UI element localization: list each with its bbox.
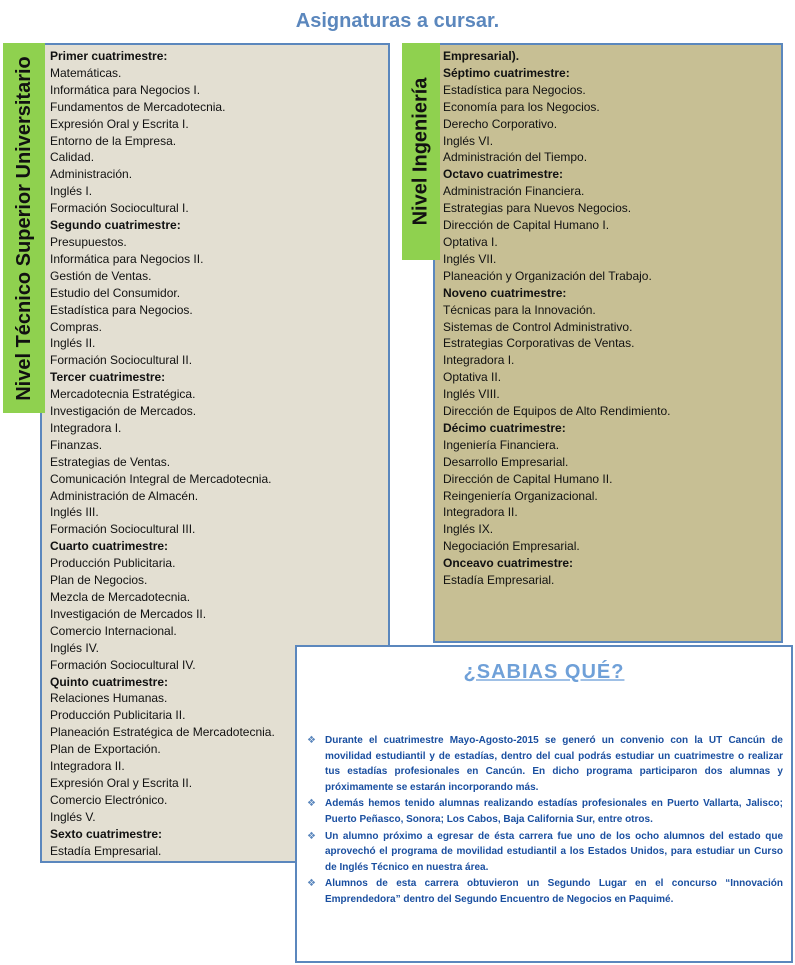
subject-item: Informática para Negocios I. [50,82,201,97]
subject-item: Inglés VIII. [443,387,500,402]
semester-heading: Séptimo cuatrimestre: [443,65,570,80]
subject-item: Comunicación Integral de Mercadotecnia. [50,471,272,486]
subject-item: Investigación de Mercados II. [50,606,207,621]
semester-heading: Onceavo cuatrimestre: [443,556,574,571]
semester-heading: Cuarto cuatrimestre: [50,539,169,554]
subject-item: Compras. [50,319,103,334]
subject-item: Integradora I. [50,420,122,435]
subject-item: Informática para Negocios II. [50,251,204,266]
tsu-level-text: Nivel Técnico Superior Universitario [12,55,35,401]
subject-item: Estrategias para Nuevos Negocios. [443,201,632,216]
info-bullet [307,796,783,827]
sabias-que-title: ¿SABIAS QUÉ? [463,661,625,683]
semester-heading: Primer cuatrimestre: [50,49,168,63]
subject-item: Estadía Empresarial. [443,573,555,588]
semester-heading: Sexto cuatrimestre: [50,826,163,841]
subject-item: Negociación Empresarial. [443,539,580,554]
subject-item: Estadística para Negocios. [50,302,193,317]
subject-item: Mezcla de Mercadotecnia. [50,590,191,604]
subject-item: Reingeniería Organizacional. [443,488,598,503]
subject-item: Desarrollo Empresarial. [443,454,569,469]
subject-item: Inglés III. [50,505,99,520]
subject-item: Economía para los Negocios. [443,99,600,114]
subject-item: Estrategias de Ventas. [50,454,171,469]
subject-item: Expresión Oral y Escrita I. [50,116,189,131]
ingenieria-subject-list [443,48,670,589]
subject-item: Estadística para Negocios. [443,82,586,97]
subject-item: Optativa I. [443,234,498,249]
subject-item: Expresión Oral y Escrita II. [50,775,193,790]
subject-item: Optativa II. [443,370,502,385]
sabias-que-box [295,645,793,963]
subject-item: Inglés II. [50,336,96,351]
semester-heading: Empresarial). [443,49,520,63]
subject-item: Sistemas de Control Administrativo. [443,319,633,334]
subject-item: Inglés IX. [443,522,494,537]
subject-item: Inglés VII. [443,251,497,266]
subject-item: Planeación Estratégica de Mercadotecnia. [50,725,275,740]
subject-item: Presupuestos. [50,234,127,249]
subject-item: Entorno de la Empresa. [50,133,177,148]
subject-item: Integradora II. [443,505,518,520]
subject-item: Planeación y Organización del Trabajo. [443,268,652,283]
subject-item: Formación Sociocultural III. [50,522,196,537]
subject-item: Matemáticas. [50,65,122,80]
subject-item: Comercio Internacional. [50,623,177,638]
tsu-subject-list [50,48,275,860]
info-bullet [307,876,783,907]
subject-item: Administración del Tiempo. [443,150,588,165]
semester-heading: Noveno cuatrimestre: [443,285,567,300]
subject-item: Inglés V. [50,809,96,824]
subject-item: Administración Financiera. [443,184,585,199]
subject-item: Mercadotecnia Estratégica. [50,387,196,402]
subject-item: Finanzas. [50,437,103,452]
sabias-que-bullets [307,733,783,909]
semester-heading: Décimo cuatrimestre: [443,420,566,435]
subject-item: Formación Sociocultural II. [50,353,193,368]
ingenieria-level-text: Nivel Ingeniería [409,77,432,226]
info-bullet-text: Un alumno próximo a egresar de ésta carrera fue uno de los ocho alumnos del estado que aprovechó el programa de movilidad estudiantil a los Estados Unidos, para estudiar un Curso de Inglés Técnico en nuestra área. [325,830,783,873]
subject-item: Inglés IV. [50,640,99,655]
subject-item: Plan de Negocios. [50,573,148,588]
ingenieria-level-label [402,43,440,260]
info-bullet [307,733,783,795]
subject-item: Producción Publicitaria II. [50,708,186,723]
subject-item: Dirección de Capital Humano II. [443,471,613,486]
subject-item: Administración de Almacén. [50,488,199,503]
subject-item: Fundamentos de Mercadotecnia. [50,99,226,114]
semester-heading: Segundo cuatrimestre: [50,218,181,233]
diamond-bullet-icon: ❖ [307,830,316,842]
subject-item: Formación Sociocultural IV. [50,657,196,672]
subject-item: Integradora I. [443,353,515,368]
subject-item: Administración. [50,167,133,182]
subject-item: Dirección de Equipos de Alto Rendimiento. [443,404,671,419]
subject-item: Estudio del Consumidor. [50,285,181,300]
subject-item: Inglés VI. [443,133,494,148]
tsu-level-label [3,43,45,413]
subject-item: Estrategias Corporativas de Ventas. [443,336,635,351]
subject-item: Integradora II. [50,759,125,774]
subject-item: Plan de Exportación. [50,742,161,757]
subject-item: Calidad. [50,150,95,165]
subject-item: Relaciones Humanas. [50,691,168,706]
info-bullet [307,829,783,876]
subject-item: Formación Sociocultural I. [50,201,189,216]
subject-item: Gestión de Ventas. [50,268,152,283]
subject-item: Inglés I. [50,184,93,199]
diamond-bullet-icon: ❖ [307,735,316,746]
subject-item: Comercio Electrónico. [50,792,168,807]
subject-item: Estadía Empresarial. [50,843,162,858]
info-bullet-text: Además hemos tenido alumnas realizando estadías profesionales en Puerto Vallarta, Jalisco; Puerto Peñasco, Sonora; Los Cabos, Baja California Sur, entre otros. [325,798,783,825]
diamond-bullet-icon: ❖ [307,798,316,810]
info-bullet-text: Alumnos de esta carrera obtuvieron un Segundo Lugar en el concurso “Innovación Emprendedora” dentro del Segundo Encuentro de Negocios en Paquimé. [325,878,783,905]
subject-item: Investigación de Mercados. [50,404,197,419]
semester-heading: Tercer cuatrimestre: [50,370,166,385]
subject-item: Ingeniería Financiera. [443,437,560,452]
info-bullet-text: Durante el cuatrimestre Mayo-Agosto-2015 se generó un convenio con la UT Cancún de movilidad estudiantil y de estadías, dentro del cual podrás estudiar un cuatrimestre o realizar tus estadías profesionales en Cancún. En dicho programa participaron dos alumnas y próximamente se estarán incorporando más. [325,735,783,793]
subject-item: Técnicas para la Innovación. [443,302,596,317]
semester-heading: Quinto cuatrimestre: [50,674,169,689]
page-title: Asignaturas a cursar. [295,10,500,32]
semester-heading: Octavo cuatrimestre: [443,167,564,182]
subject-item: Derecho Corporativo. [443,116,558,131]
subject-item: Dirección de Capital Humano I. [443,218,610,233]
diamond-bullet-icon: ❖ [307,878,316,890]
subject-item: Producción Publicitaria. [50,556,176,571]
